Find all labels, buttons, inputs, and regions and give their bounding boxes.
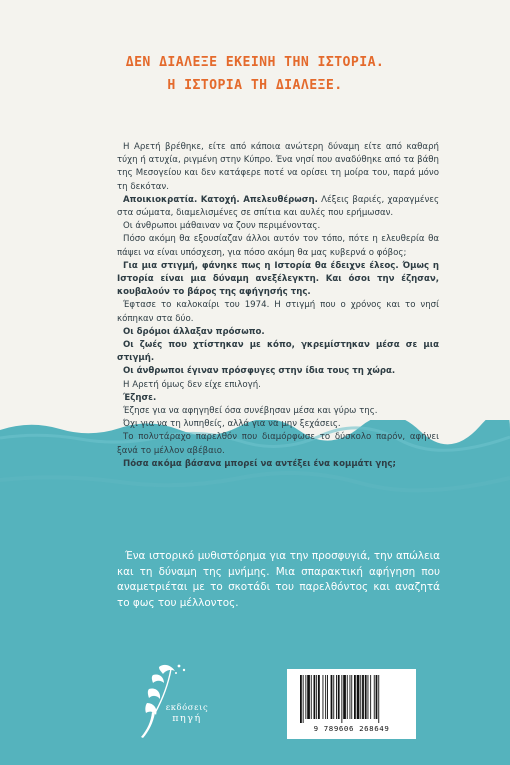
synopsis-paragraph: Πόσο ακόμη θα εξουσίαζαν άλλοι αυτόν τον τόπο, πότε η ελευθερία θα πάψει να είναι υπόσχεση, για πόσο ακόμη θα μας κυβερνά ο φόβος;: [117, 234, 439, 258]
synopsis-paragraph: Έζησε για να αφηγηθεί όσα συνέβησαν μέσα και γύρω της.: [123, 406, 378, 417]
synopsis-paragraph-bold: Οι δρόμοι άλλαξαν πρόσωπο.: [123, 326, 265, 337]
barcode-bar: [370, 675, 371, 719]
barcode-bar: [374, 675, 375, 719]
barcode-bar: [357, 675, 360, 719]
synopsis-paragraph-bold: Για μια στιγμή, φάνηκε πως η Ιστορία θα έδειχνε έλεος. Όμως η Ιστορία είναι μια δύναμη ανεξέλεγκτη. Και όσοι την έζησαν, κουβαλούν το βάρος της αφήγησής της.: [117, 260, 439, 298]
barcode-bar: [350, 675, 351, 719]
publisher-name: [162, 702, 212, 724]
barcode-bar: [300, 675, 302, 723]
barcode-bar: [365, 675, 367, 719]
barcode-bar: [307, 675, 310, 719]
synopsis-paragraph-keywords: Αποικιοκρατία. Κατοχή. Απελευθέρωση. Λέξεις βαριές, χαραγμένες στα σώματα, διαμελισμένες σε σπίτια και αυλές που ερήμωσαν.: [117, 194, 439, 219]
barcode-bar: [343, 675, 346, 719]
barcode-bar: [305, 675, 306, 719]
tagline: [0, 51, 510, 97]
barcode-bar: [376, 675, 378, 719]
barcode-bar: [336, 675, 337, 719]
synopsis-paragraph-bold: Οι άνθρωποι έγιναν πρόσφυγες στην ίδια τους τη χώρα.: [123, 366, 396, 377]
barcode-bar: [316, 675, 317, 719]
barcode-bar: [323, 675, 324, 719]
barcode-bar: [325, 675, 326, 719]
synopsis-paragraph: Η Αρετή βρέθηκε, είτε από κάποια ανώτερη δύναμη είτε από καθαρή τύχη ή ατυχία, ριγμένη στην Κύπρο. Ένα νησί που αναδύθηκε από τα βάθη της Μεσογείου και δεν κατάφερε ποτέ να ορίσει τη μοίρα του, παρά μόνο τη δεκόταν.: [117, 142, 439, 192]
barcode-bar: [318, 675, 320, 719]
synopsis-paragraph-bold: Πόσα ακόμα βάσανα μπορεί να αντέξει ένα κομμάτι γης;: [123, 458, 396, 469]
synopsis-paragraph: Το πολυτάραχο παρελθόν που διαμόρφωσε το δύσκολο παρόν, αφήνει ξανά το μέλλον αβέβαιο.: [117, 432, 439, 456]
isbn-barcode: [287, 669, 416, 739]
synopsis-paragraph-bold: Οι ζωές που χτίστηκαν με κόπο, γκρεμίστηκαν μέσα σε μια στιγμή.: [117, 340, 439, 364]
barcode-bar: [327, 675, 328, 719]
tagline-line-2: Η ΙΣΤΟΡΙΑ ΤΗ ΔΙΑΛΕΞΕ.: [167, 78, 343, 93]
publisher-line-1: εκδόσεις: [165, 702, 209, 712]
barcode-bar: [378, 675, 379, 723]
barcode-bar: [314, 675, 316, 719]
barcode-bar: [347, 675, 348, 719]
keywords-bold: Αποικιοκρατία. Κατοχή. Απελευθέρωση.: [123, 194, 318, 205]
publisher-logo-icon: [131, 661, 201, 741]
synopsis-paragraph-bold: Έζησε.: [123, 392, 157, 403]
barcode-bars: [296, 675, 407, 723]
barcode-bar: [303, 675, 304, 723]
barcode-bar: [368, 675, 369, 719]
barcode-bar: [362, 675, 364, 719]
synopsis-paragraph: Η Αρετή όμως δεν είχε επιλογή.: [123, 379, 261, 390]
synopsis-paragraph: Όχι για να τη λυπηθείς, αλλά για να μην ξεχάσεις.: [123, 419, 341, 430]
barcode-bar: [360, 675, 361, 719]
blurb: [117, 549, 440, 611]
publisher-line-2: πηγή: [172, 713, 202, 724]
barcode-bar: [333, 675, 334, 719]
barcode-bar: [354, 675, 356, 719]
barcode-bar: [351, 675, 352, 719]
barcode-bar: [311, 675, 312, 719]
barcode-bar: [341, 675, 342, 723]
synopsis-text: [117, 141, 439, 471]
barcode-bar: [331, 675, 333, 719]
synopsis-paragraph: Έφτασε το καλοκαίρι του 1974. Η στιγμή που ο χρόνος και το νησί κόπηκαν στα δύο.: [117, 300, 439, 324]
tagline-line-1: ΔΕΝ ΔΙΑΛΕΞΕ ΕΚΕΙΝΗ ΤΗΝ ΙΣΤΟΡΙΑ.: [125, 55, 385, 70]
isbn-number: 9 789606 268649: [313, 724, 390, 733]
blurb-text: Ένα ιστορικό μυθιστόρημα για την προσφυγιά, την απώλεια και τη δύναμη της μνήμης. Μια σπαρακτική αφήγηση που αναμετριέται με το σκοτάδι του παρελθόντος και αναζητά το φως του μέλλοντος.: [117, 550, 440, 609]
barcode-bar: [338, 675, 340, 719]
synopsis-paragraph: Οι άνθρωποι μάθαιναν να ζουν περιμένοντας.: [123, 221, 321, 232]
